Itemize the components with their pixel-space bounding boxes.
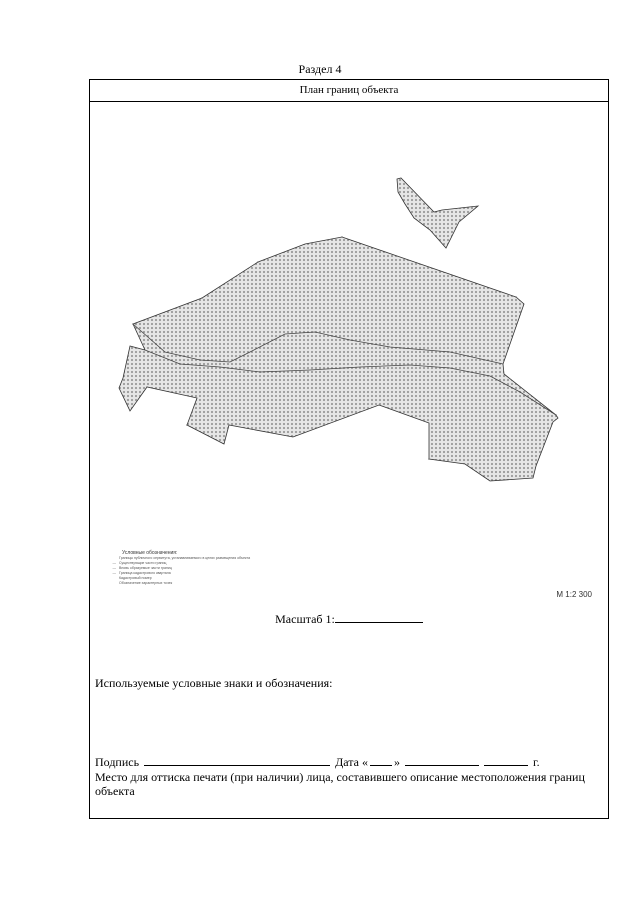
stamp-text: Место для оттиска печати (при наличии) лица, составившего описание местоположения границ объекта	[95, 770, 585, 798]
map-legend-title: Условные обозначения:	[122, 550, 178, 556]
date-label: Дата «	[335, 755, 368, 769]
scale-blank[interactable]	[335, 622, 423, 623]
scale-line	[90, 612, 608, 627]
legend-heading: Используемые условные знаки и обозначения:	[95, 676, 333, 690]
map-legend-item: — Граница кадастрового квартала	[112, 571, 171, 575]
date-month-blank[interactable]	[405, 765, 479, 766]
signature-label: Подпись	[95, 755, 140, 769]
parcel-north	[397, 178, 478, 248]
date-year-blank[interactable]	[484, 765, 528, 766]
map-drawing	[90, 102, 608, 610]
table-header: План границ объекта	[90, 80, 608, 102]
date-close: »	[394, 755, 400, 769]
parcel-main	[119, 237, 558, 481]
plan-frame	[89, 79, 609, 819]
map-legend-item: Границы публичного сервитута, устанавливаемого в целях размещения объекта	[119, 556, 251, 560]
date-day-blank[interactable]	[370, 765, 392, 766]
map-legend-item: — Существующие части границ	[112, 561, 167, 565]
boundary-map	[90, 102, 608, 610]
section-title: Раздел 4	[298, 62, 342, 76]
map-legend-item: — Вновь образуемые части границ	[112, 566, 172, 570]
map-legend-item: Кадастровый номер	[119, 576, 152, 580]
scale-label: Масштаб 1:	[275, 612, 335, 626]
map-legend	[102, 550, 250, 586]
map-legend-item: Обозначение характерных точек	[119, 581, 173, 585]
signature-row	[95, 755, 542, 770]
year-suffix: г.	[533, 755, 540, 769]
map-scale-label: М 1:2 300	[556, 590, 592, 599]
signature-blank[interactable]	[144, 765, 330, 766]
